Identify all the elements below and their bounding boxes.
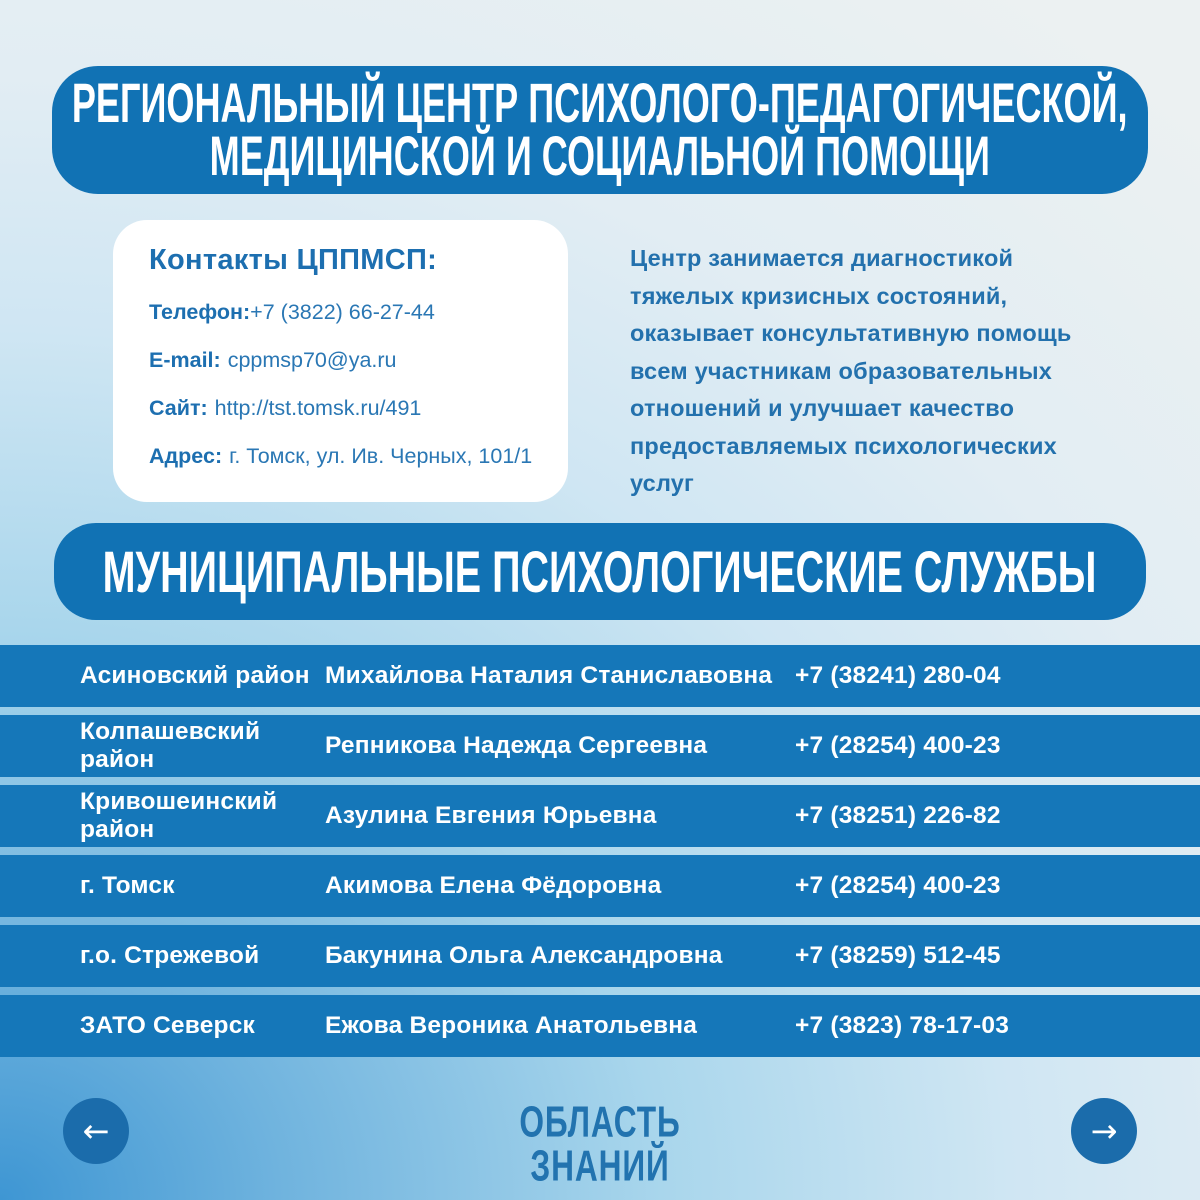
region-cell: г. Томск xyxy=(80,872,175,899)
contact-name-cell: Акимова Елена Фёдоровна xyxy=(325,872,662,899)
section-title-banner xyxy=(54,523,1146,620)
contact-website-value: http://tst.tomsk.ru/491 xyxy=(214,396,422,420)
table-row-kolpashevsky xyxy=(0,715,1200,777)
arrow-left-icon: ← xyxy=(82,1112,110,1150)
brand-line-1: ОБЛАСТЬ xyxy=(519,1096,681,1146)
contact-name-cell: Михайлова Наталия Станиславовна xyxy=(325,662,773,689)
contact-name-cell: Бакунина Ольга Александровна xyxy=(325,942,723,969)
contact-line-phone xyxy=(149,300,548,325)
contact-website-label: Сайт: xyxy=(149,396,208,420)
contact-phone-label: Телефон: xyxy=(149,300,251,324)
main-title-line-2: МЕДИЦИНСКОЙ И СОЦИАЛЬНОЙ ПОМОЩИ xyxy=(209,125,991,188)
contact-line-email xyxy=(149,348,548,373)
contact-email-label: E-mail: xyxy=(149,348,221,372)
contact-email-value: cppmsp70@ya.ru xyxy=(227,348,397,372)
center-description: Центр занимается диагностикой тяжелых кризисных состояний, оказывает консультативную помощь всем участникам образовательных отношений и улучшает качество предоставляемых психологических услуг xyxy=(630,245,1072,496)
phone-cell: +7 (28254) 400-23 xyxy=(795,872,1001,899)
region-cell: Асиновский район xyxy=(80,662,310,689)
brand-logo xyxy=(0,1096,1200,1190)
brand-line-2: ЗНАНИЙ xyxy=(530,1140,670,1190)
section-title: МУНИЦИПАЛЬНЫЕ ПСИХОЛОГИЧЕСКИЕ СЛУЖБЫ xyxy=(103,538,1097,605)
services-table xyxy=(0,645,1200,1065)
contact-card xyxy=(113,220,568,502)
main-title-banner xyxy=(52,66,1148,194)
contact-name-cell: Ежова Вероника Анатольевна xyxy=(325,1012,698,1039)
contact-line-address xyxy=(149,444,548,469)
table-row-asinovsky xyxy=(0,645,1200,707)
contact-line-website xyxy=(149,396,548,421)
contact-phone-value: +7 (3822) 66-27-44 xyxy=(250,300,435,324)
next-slide-button[interactable] xyxy=(1071,1098,1137,1164)
table-row-tomsk xyxy=(0,855,1200,917)
contact-card-title: Контакты ЦППМСП: xyxy=(149,244,438,276)
phone-cell: +7 (38259) 512-45 xyxy=(795,942,1001,969)
contact-address-label: Адрес: xyxy=(149,444,223,468)
table-row-strezhevoy xyxy=(0,925,1200,987)
arrow-right-icon: → xyxy=(1090,1112,1118,1150)
main-title-line-1: РЕГИОНАЛЬНЫЙ ЦЕНТР ПСИХОЛОГО-ПЕДАГОГИЧЕСКОЙ, xyxy=(72,72,1128,135)
contact-name-cell: Репникова Надежда Сергеевна xyxy=(325,732,708,759)
phone-cell: +7 (3823) 78-17-03 xyxy=(795,1012,1010,1039)
contact-address-value: г. Томск, ул. Ив. Черных, 101/1 xyxy=(229,444,533,468)
phone-cell: +7 (28254) 400-23 xyxy=(795,732,1001,759)
region-cell: г.о. Стрежевой xyxy=(80,942,260,969)
phone-cell: +7 (38241) 280-04 xyxy=(795,662,1001,689)
region-cell: Колпашевский район xyxy=(80,718,261,773)
region-cell: Кривошеинский район xyxy=(80,788,278,843)
phone-cell: +7 (38251) 226-82 xyxy=(795,802,1001,829)
table-row-seversk xyxy=(0,995,1200,1057)
region-cell: ЗАТО Северск xyxy=(80,1012,255,1039)
contact-name-cell: Азулина Евгения Юрьевна xyxy=(325,802,657,829)
table-row-krivosheinsky xyxy=(0,785,1200,847)
